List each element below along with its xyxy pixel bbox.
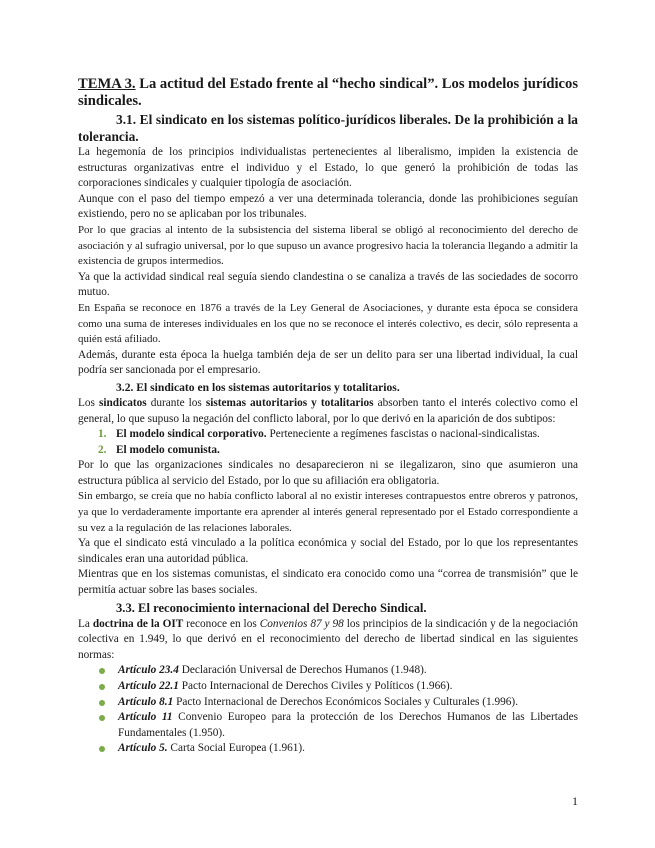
text-run: La — [78, 617, 93, 630]
bullet-icon — [99, 746, 105, 752]
model-name: El modelo sindical corporativo. — [116, 428, 267, 441]
list-item — [78, 695, 578, 711]
text-run: absorben tanto el interés colectivo como el general, lo que supuso la negación del conflicto laboral, por lo que derivó en la aparición de dos subtipos: — [78, 396, 579, 425]
list-item — [98, 427, 578, 443]
section-3-1-heading: 3.1. El sindicato en los sistemas político-jurídicos liberales. De la prohibición a la tolerancia. — [78, 112, 578, 144]
list-item — [78, 679, 578, 695]
text-run: reconoce en los — [183, 617, 260, 630]
bullet-icon — [99, 715, 105, 721]
list-number: 1. — [98, 428, 107, 441]
paragraph: Además, durante esta época la huelga también deja de ser un delito para ser una libertad individual, la cual podría ser sancionada por el empresario. — [78, 348, 578, 377]
article-text: Carta Social Europea (1.961). — [167, 742, 305, 755]
italic-term: Convenios 87 y 98 — [259, 617, 344, 630]
article-text: Pacto Internacional de Derechos Civiles y Políticos (1.966). — [178, 680, 453, 692]
article-label: Artículo 11 — [118, 711, 173, 724]
list-item — [78, 663, 578, 679]
paragraph: Aunque con el paso del tiempo empezó a ver una determinada tolerancia, donde las prohibiciones seguían existiendo, pero no se aplicaban por los tribunales. — [78, 192, 578, 221]
title-text: La actitud del Estado frente al “hecho sindical”. Los modelos jurídicos sindicales. — [78, 76, 579, 109]
list-item — [78, 710, 578, 741]
paragraph: Mientras que en los sistemas comunistas, el sindicato era conocido como una “correa de transmisión” que le permitía actuar sobre las bases sociales. — [78, 568, 578, 597]
paragraph-intro — [78, 396, 578, 427]
article-text: Declaración Universal de Derechos Humanos (1.948). — [178, 664, 427, 677]
section-3-2-heading: 3.2. El sindicato en los sistemas autoritarios y totalitarios. — [116, 380, 400, 394]
article-label: Artículo 8.1 — [118, 695, 174, 708]
list-item — [98, 443, 578, 459]
norms-list — [78, 663, 578, 757]
bold-term: sistemas autoritarios y totalitarios — [205, 396, 374, 409]
bullet-icon — [99, 700, 105, 706]
paragraph-intro — [78, 617, 578, 664]
article-label: Artículo 22.1 — [118, 680, 179, 692]
bold-term: sindicatos — [98, 396, 147, 409]
article-label: Artículo 23.4 — [118, 664, 179, 677]
paragraph: Sin embargo, se creía que no había conflicto laboral al no existir intereses contrapuestos entre obreros y patronos, ya que lo verdaderamente importante era aprender al interés general representado por el Estado correspondiente a su vez a la regulación de las relaciones laborales. — [78, 490, 578, 534]
text-run: durante los — [146, 396, 206, 409]
paragraph: Ya que la actividad sindical real seguía siendo clandestina o se canaliza a través de las sociedades de socorro mutuo. — [78, 270, 578, 299]
document-title — [78, 76, 578, 110]
text-run: los principios de la sindicación y de la negociación colectiva en 1.949, lo que derivó en el reconocimiento del derecho de libertad sindical en las siguientes normas: — [78, 617, 578, 661]
model-desc: Perteneciente a regímenes fascistas o nacional-sindicalistas. — [266, 428, 540, 441]
bullet-icon — [99, 668, 105, 674]
section-3-3-heading: 3.3. El reconocimiento internacional del Derecho Sindical. — [116, 600, 427, 615]
paragraph: En España se reconoce en 1876 a través de la Ley General de Asociaciones, y durante esta época se considera como una suma de intereses individuales en los que no se reconoce el interés colectivo, es decir, sólo representa a quién está afiliado. — [78, 301, 578, 346]
title-lead: TEMA 3. — [78, 76, 136, 92]
article-label: Artículo 5. — [118, 742, 168, 755]
paragraph: Por lo que gracias al intento de la subsistencia del sistema liberal se obligó al reconocimiento del derecho de asociación y al sufragio universal, por lo que supuso un avance progresivo hacia la tolerancia llegando a admitir la existencia de grupos intermedios. — [78, 223, 578, 268]
list-number: 2. — [98, 443, 107, 456]
text-run: Los — [78, 396, 99, 409]
model-name: El modelo comunista. — [116, 443, 220, 456]
bullet-icon — [99, 684, 105, 690]
paragraph: La hegemonía de los principios individualistas pertenecientes al liberalismo, impiden la existencia de estructuras organizativas entre el individuo y el Estado, lo que generó la prohibición de todas las corporaciones sindicales y cualquier tipología de asociación. — [78, 146, 578, 190]
document-page — [78, 76, 578, 757]
article-text: Pacto Internacional de Derechos Económicos Sociales y Culturales (1.996). — [173, 695, 519, 708]
model-list — [78, 427, 578, 458]
paragraph: Ya que el sindicato está vinculado a la política económica y social del Estado, por lo que los representantes sindicales eran una autoridad pública. — [78, 537, 578, 565]
article-text: Convenio Europeo para la protección de los Derechos Humanos de las Libertades Fundamentales (1.950). — [118, 711, 578, 739]
bold-term: doctrina de la OIT — [92, 617, 184, 630]
page-number: 1 — [572, 794, 578, 808]
paragraph: Por lo que las organizaciones sindicales no desaparecieron ni se ilegalizaron, sino que asumieron una estructura pública al servicio del Estado, por lo que su afiliación era obligatoria. — [78, 459, 578, 487]
list-item — [78, 741, 578, 757]
